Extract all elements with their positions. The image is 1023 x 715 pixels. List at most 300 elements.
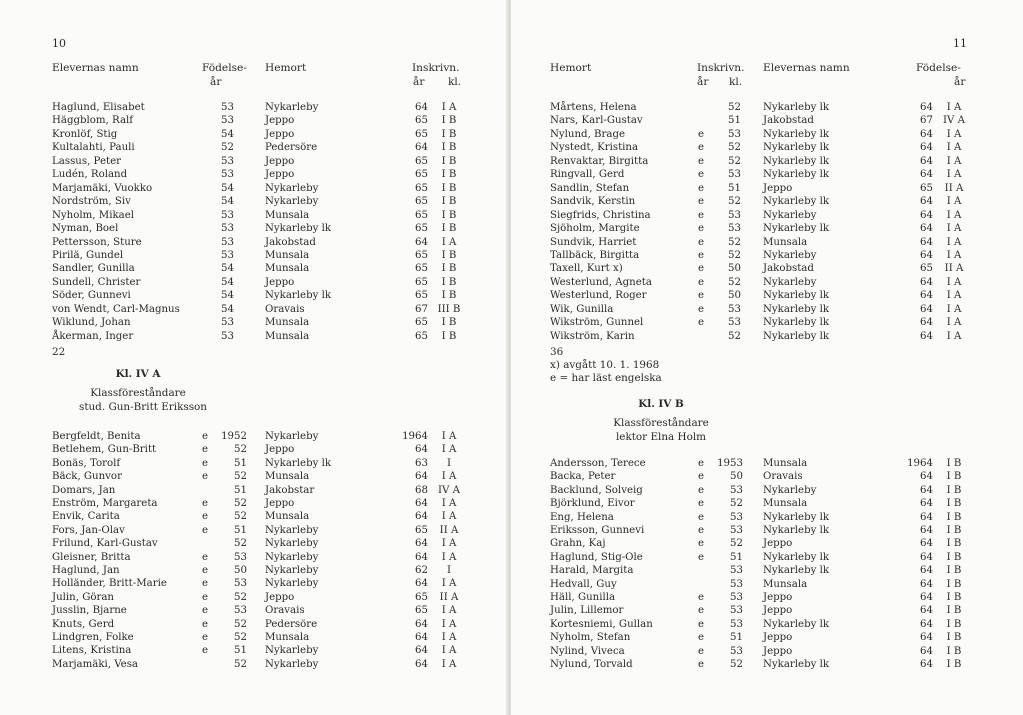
cell-home: Jeppo (763, 605, 793, 617)
cell-name: Taxell, Kurt x) (550, 263, 623, 275)
student-row (511, 195, 1023, 208)
cell-name: Pettersson, Sture (52, 236, 142, 248)
cell-home: Nykarleby (265, 645, 319, 657)
cell-cls: I A (946, 142, 962, 154)
class-heading: Kl. IV B (638, 398, 684, 410)
cell-born: 52 (728, 155, 741, 167)
cell-name: Wikström, Gunnel (550, 317, 644, 329)
cell-born: 53 (234, 605, 247, 617)
cell-born: 53 (221, 155, 234, 167)
student-row (0, 484, 508, 497)
cell-cls: I B (441, 196, 457, 208)
cell-born: 52 (728, 330, 741, 342)
header-name: Elevernas namn (52, 62, 139, 74)
cell-name: Harald, Margita (550, 565, 634, 577)
cell-name: Betlehem, Gun-Britt (52, 444, 157, 456)
cell-e: e (202, 591, 209, 603)
student-row (0, 510, 508, 523)
footnote-english: e = har läst engelska (550, 372, 662, 384)
cell-year: 64 (920, 484, 933, 496)
student-row (511, 222, 1023, 235)
student-row (0, 618, 508, 631)
cell-e: e (698, 169, 705, 181)
cell-year: 65 (415, 330, 428, 342)
cell-year: 65 (415, 182, 428, 194)
cell-year: 65 (415, 249, 428, 261)
cell-year: 64 (415, 538, 428, 550)
student-row (0, 330, 508, 343)
cell-e: e (202, 524, 209, 536)
cell-name: Litens, Kristina (52, 645, 132, 657)
cell-born: 54 (221, 303, 234, 315)
cell-born: 52 (234, 471, 247, 483)
student-row (511, 457, 1023, 470)
cell-born: 51 (728, 182, 741, 194)
cell-name: Kultalahti, Pauli (52, 142, 135, 154)
cell-year: 64 (920, 209, 933, 221)
cell-cls: I B (946, 525, 962, 536)
cell-year: 64 (920, 551, 933, 563)
cell-born: 52 (234, 591, 247, 603)
cell-e: e (698, 223, 705, 235)
cell-cls: I B (441, 290, 457, 302)
cell-born: 52 (728, 196, 741, 208)
cell-born: 53 (234, 551, 247, 563)
cell-e: e (698, 592, 705, 603)
cell-e: e (698, 498, 705, 510)
cell-year: 64 (920, 632, 933, 644)
cell-cls: IV A (438, 484, 460, 496)
cell-year: 64 (920, 659, 933, 670)
cell-home: Nykarleby lk (763, 317, 830, 329)
cell-name: Eriksson, Gunnevi (550, 525, 645, 536)
cell-e: e (698, 209, 705, 221)
cell-cls: I A (441, 658, 457, 670)
header-name: Elevernas namn (763, 62, 850, 74)
cell-home: Nykarleby lk (763, 142, 830, 154)
cell-home: Jeppo (265, 276, 295, 288)
cell-year: 64 (415, 511, 428, 523)
student-row (511, 658, 1023, 671)
cell-name: von Wendt, Carl-Magnus (52, 303, 180, 315)
cell-year: 64 (920, 196, 933, 208)
cell-year: 63 (415, 457, 428, 469)
cell-cls: I B (441, 115, 457, 127)
cell-name: Nyholm, Stefan (550, 632, 631, 644)
cell-e: e (698, 142, 705, 154)
cell-year: 64 (920, 330, 933, 342)
cell-year: 64 (415, 551, 428, 563)
cell-born: 53 (728, 317, 741, 329)
cell-name: Hedvall, Guy (550, 578, 617, 590)
cell-home: Jeppo (763, 645, 793, 657)
cell-e: e (698, 645, 705, 657)
cell-cls: I B (946, 659, 962, 670)
cell-born: 51 (234, 457, 247, 469)
student-row (511, 316, 1023, 329)
cell-home: Munsala (763, 578, 808, 590)
cell-born: 51 (730, 632, 743, 644)
cell-born: 52 (728, 236, 741, 248)
cell-name: Tallbäck, Birgitta (550, 249, 640, 261)
cell-cls: I A (441, 102, 457, 113)
cell-name: Pirilä, Gundel (52, 249, 124, 261)
cell-born: 52 (728, 276, 741, 288)
cell-name: Sandvik, Kerstin (550, 196, 636, 208)
cell-name: Marjamäki, Vuokko (52, 182, 153, 194)
cell-e: e (698, 471, 705, 483)
cell-born: 53 (730, 645, 743, 657)
cell-cls: I A (946, 223, 962, 235)
cell-cls: I B (946, 645, 962, 657)
cell-name: Backlund, Solveig (550, 484, 643, 496)
student-row (0, 430, 508, 443)
header-enrol-year: år (413, 76, 425, 88)
cell-home: Nykarleby lk (763, 525, 830, 536)
cell-cls: I B (946, 538, 962, 550)
cell-home: Nykarleby (265, 551, 319, 563)
cell-cls: II A (439, 524, 459, 536)
cell-e: e (202, 605, 209, 617)
cell-home: Munsala (265, 330, 310, 342)
class-teacher: lektor Elna Holm (615, 431, 707, 443)
cell-home: Nykarleby lk (763, 330, 830, 342)
cell-home: Nykarleby lk (763, 511, 830, 523)
cell-year: 65 (415, 128, 428, 140)
cell-year: 64 (415, 236, 428, 248)
student-row (511, 101, 1023, 114)
student-row (511, 128, 1023, 141)
cell-cls: I A (946, 128, 962, 140)
student-row (0, 182, 508, 195)
cell-cls: I B (441, 169, 457, 181)
cell-born: 52 (234, 632, 247, 643)
student-row (0, 591, 508, 604)
student-row (511, 303, 1023, 316)
cell-name: Westerlund, Agneta (550, 276, 652, 288)
cell-e: e (202, 457, 209, 469)
cell-e: e (202, 431, 209, 442)
cell-year: 64 (920, 471, 933, 483)
cell-cls: I B (946, 498, 962, 510)
cell-e: e (202, 471, 209, 483)
cell-year: 64 (920, 538, 933, 550)
cell-born: 54 (221, 128, 234, 140)
student-row (511, 155, 1023, 168)
student-row (0, 577, 508, 590)
cell-cls: I B (441, 317, 457, 329)
cell-home: Munsala (763, 458, 808, 469)
cell-e: e (698, 236, 705, 248)
cell-born: 53 (730, 578, 743, 590)
cell-name: Fors, Jan-Olav (52, 524, 125, 536)
cell-e: e (698, 128, 705, 140)
student-row (511, 276, 1023, 289)
cell-home: Nykarleby lk (763, 155, 830, 167)
cell-name: Sandler, Gunilla (52, 263, 135, 275)
cell-home: Jeppo (265, 498, 295, 509)
cell-home: Munsala (265, 263, 310, 275)
cell-home: Munsala (265, 632, 310, 643)
cell-name: Kronlöf, Stig (52, 128, 118, 140)
cell-born: 53 (728, 303, 741, 315)
cell-born: 53 (728, 223, 741, 235)
cell-name: Sandlin, Stefan (550, 182, 630, 194)
student-row (0, 457, 508, 470)
cell-year: 64 (920, 317, 933, 329)
cell-cls: I B (441, 128, 457, 140)
cell-home: Munsala (265, 209, 310, 221)
cell-e: e (698, 484, 705, 496)
cell-home: Nykarleby lk (763, 565, 830, 577)
cell-cls: I B (441, 209, 457, 221)
student-row (0, 222, 508, 235)
cell-name: Bergfeldt, Benita (52, 431, 141, 442)
cell-born: 54 (221, 196, 234, 208)
cell-e: e (698, 290, 705, 302)
cell-cls: I B (946, 511, 962, 523)
cell-cls: I A (946, 155, 962, 167)
student-row (511, 537, 1023, 550)
cell-home: Jakobstad (265, 236, 316, 248)
student-row (0, 128, 508, 141)
cell-home: Nykarleby lk (763, 196, 830, 208)
cell-home: Nykarleby lk (763, 551, 830, 563)
cell-e: e (202, 645, 209, 657)
student-row (511, 564, 1023, 577)
cell-year: 64 (920, 276, 933, 288)
cell-born: 53 (221, 330, 234, 342)
cell-born: 1952 (221, 431, 247, 442)
student-row (511, 114, 1023, 127)
student-count: 22 (52, 346, 66, 358)
cell-cls: I A (946, 249, 962, 261)
student-row (511, 289, 1023, 302)
header-birth-year: år (954, 76, 966, 88)
cell-name: Kortesniemi, Gullan (550, 618, 653, 630)
cell-name: Nyman, Boel (52, 223, 119, 235)
cell-year: 65 (415, 223, 428, 235)
student-row (0, 303, 508, 316)
cell-year: 64 (920, 303, 933, 315)
cell-born: 53 (221, 102, 234, 113)
cell-name: Wikström, Karin (550, 330, 635, 342)
cell-home: Jeppo (265, 444, 295, 456)
cell-home: Jakobstad (763, 115, 814, 127)
cell-home: Munsala (763, 498, 808, 510)
cell-born: 53 (730, 525, 743, 536)
cell-name: Grahn, Kaj (550, 538, 606, 550)
cell-year: 64 (920, 223, 933, 235)
cell-name: Westerlund, Roger (550, 290, 647, 302)
cell-year: 64 (920, 578, 933, 590)
cell-e: e (698, 618, 705, 630)
cell-born: 52 (234, 498, 247, 509)
cell-home: Nykarleby (763, 249, 817, 261)
cell-home: Munsala (265, 511, 310, 523)
cell-born: 51 (234, 484, 247, 496)
cell-name: Söder, Gunnevi (52, 290, 131, 302)
student-row (0, 631, 508, 644)
cell-name: Haglund, Jan (52, 565, 120, 576)
cell-cls: I A (441, 236, 457, 248)
cell-born: 53 (221, 209, 234, 221)
cell-year: 1964 (907, 458, 933, 469)
cell-born: 50 (234, 565, 247, 576)
cell-home: Pedersöre (265, 142, 318, 154)
cell-name: Björklund, Eivor (550, 498, 635, 510)
cell-e: e (698, 263, 705, 275)
class-teacher-label: Klassföreståndare (613, 417, 709, 429)
cell-e: e (202, 578, 209, 590)
cell-born: 53 (730, 511, 743, 523)
cell-born: 52 (234, 658, 247, 670)
cell-cls: III B (437, 303, 461, 315)
cell-home: Nykarleby lk (265, 457, 332, 469)
cell-name: Enström, Margareta (52, 498, 158, 509)
cell-name: Backa, Peter (550, 471, 616, 483)
cell-e: e (698, 458, 705, 469)
cell-home: Jakobstar (265, 484, 315, 496)
cell-cls: I B (441, 142, 457, 154)
footnote-departed: x) avgått 10. 1. 1968 (550, 359, 660, 371)
cell-home: Jeppo (763, 182, 793, 194)
cell-year: 68 (415, 484, 428, 496)
cell-e: e (698, 182, 705, 194)
cell-year: 67 (920, 115, 933, 127)
student-row (511, 484, 1023, 497)
cell-name: Haglund, Elisabet (52, 102, 145, 113)
cell-born: 52 (234, 618, 247, 630)
cell-home: Jeppo (265, 128, 295, 140)
header-home: Hemort (550, 62, 592, 74)
cell-e: e (698, 276, 705, 288)
cell-e: e (698, 511, 705, 523)
student-count: 36 (550, 346, 564, 358)
cell-home: Nykarleby lk (763, 128, 830, 140)
cell-name: Holländer, Britt-Marie (52, 578, 167, 590)
cell-home: Nykarleby (265, 658, 319, 670)
cell-home: Nykarleby lk (763, 303, 830, 315)
cell-name: Bonäs, Torolf (52, 457, 121, 469)
cell-e: e (202, 551, 209, 563)
cell-home: Nykarleby lk (763, 169, 830, 181)
cell-name: Mårtens, Helena (550, 102, 637, 113)
cell-year: 64 (920, 645, 933, 657)
student-row (511, 249, 1023, 262)
cell-cls: II A (439, 591, 459, 603)
cell-year: 64 (415, 471, 428, 483)
cell-year: 65 (415, 605, 428, 617)
cell-born: 52 (730, 498, 743, 510)
cell-name: Jusslin, Bjarne (52, 605, 127, 617)
header-enrol: Inskrivn. (412, 62, 460, 74)
cell-name: Nars, Karl-Gustav (550, 115, 643, 127)
cell-year: 65 (415, 209, 428, 221)
cell-born: 53 (730, 484, 743, 496)
cell-born: 52 (728, 142, 741, 154)
cell-name: Domars, Jan (52, 484, 116, 496)
cell-home: Jeppo (265, 115, 295, 127)
student-row (0, 537, 508, 550)
cell-cls: I B (946, 551, 962, 563)
student-row (511, 470, 1023, 483)
student-row (511, 524, 1023, 537)
column-header-sub (511, 76, 1023, 89)
cell-home: Nykarleby (265, 102, 319, 113)
student-row (0, 195, 508, 208)
cell-name: Andersson, Terece (550, 458, 646, 469)
student-row (0, 168, 508, 181)
cell-cls: I A (441, 498, 457, 509)
cell-name: Nylund, Brage (550, 128, 626, 140)
cell-e: e (202, 444, 209, 456)
cell-e: e (698, 659, 705, 670)
cell-born: 52 (221, 142, 234, 154)
cell-home: Munsala (763, 236, 808, 248)
cell-year: 64 (920, 236, 933, 248)
cell-e: e (202, 632, 209, 643)
student-row (0, 141, 508, 154)
cell-year: 64 (415, 632, 428, 643)
cell-year: 64 (920, 155, 933, 167)
cell-name: Knuts, Gerd (52, 618, 115, 630)
student-row (511, 591, 1023, 604)
cell-name: Eng, Helena (550, 511, 614, 523)
cell-year: 65 (415, 290, 428, 302)
cell-year: 64 (415, 578, 428, 590)
cell-home: Nykarleby (763, 484, 817, 496)
cell-cls: I A (441, 551, 457, 563)
cell-home: Jeppo (265, 155, 295, 167)
cell-born: 53 (730, 592, 743, 603)
cell-e: e (698, 551, 705, 563)
cell-year: 64 (920, 592, 933, 603)
cell-name: Nystedt, Kristina (550, 142, 639, 154)
cell-year: 64 (415, 102, 428, 113)
cell-year: 65 (415, 196, 428, 208)
cell-home: Nykarleby lk (763, 102, 830, 113)
cell-year: 65 (415, 155, 428, 167)
cell-name: Åkerman, Inger (52, 330, 134, 342)
cell-name: Gleisner, Britta (52, 551, 131, 563)
cell-name: Wiklund, Johan (52, 317, 131, 329)
header-enrol-class: kl. (729, 76, 743, 88)
cell-name: Sundell, Christer (52, 276, 141, 288)
cell-home: Nykarleby (265, 182, 319, 194)
cell-cls: I A (946, 290, 962, 302)
cell-home: Nykarleby (265, 524, 319, 536)
cell-year: 64 (920, 102, 933, 113)
cell-home: Nykarleby lk (763, 290, 830, 302)
cell-cls: I B (441, 330, 457, 342)
cell-year: 64 (415, 498, 428, 509)
cell-year: 62 (415, 565, 428, 576)
cell-name: Häll, Gunilla (550, 592, 616, 603)
cell-born: 51 (234, 645, 247, 657)
cell-name: Julin, Lillemor (550, 605, 624, 617)
cell-cls: I B (946, 618, 962, 630)
cell-born: 52 (730, 538, 743, 550)
student-row (0, 114, 508, 127)
cell-e: e (202, 618, 209, 630)
cell-name: Ringvall, Gerd (550, 169, 625, 181)
student-row (0, 551, 508, 564)
cell-e: e (202, 511, 209, 523)
header-birth: Födelse- (916, 62, 961, 74)
cell-home: Jeppo (763, 632, 793, 644)
page-number: 10 (52, 37, 66, 50)
